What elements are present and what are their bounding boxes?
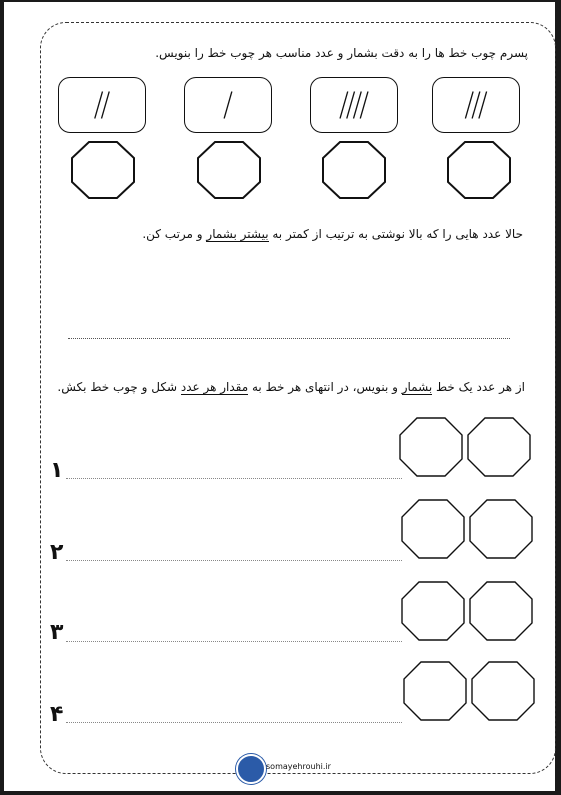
tally-box [310, 77, 398, 133]
instruction-underlined: بیشتر بشمار [206, 227, 269, 241]
instruction-text: از هر عدد یک خط [432, 380, 525, 394]
instruction-sort-numbers [142, 227, 523, 241]
footer [236, 754, 356, 782]
writing-line[interactable] [66, 641, 402, 642]
tally-mark [472, 92, 480, 119]
instruction-text: و مرتب کن. [142, 227, 207, 241]
shape-octagon[interactable] [468, 498, 534, 560]
tally-box [184, 77, 272, 133]
shape-octagon[interactable] [400, 580, 466, 642]
footer-site[interactable]: somayehrouhi.ir [266, 762, 331, 771]
instruction-underlined: بشمار [401, 380, 433, 394]
answer-octagon[interactable] [321, 140, 387, 200]
shape-octagon[interactable] [400, 498, 466, 560]
tally-mark [479, 92, 487, 119]
shape-octagon[interactable] [402, 660, 468, 722]
tally-marks [311, 78, 397, 132]
row-number: ۳ [50, 620, 64, 645]
shape-octagon[interactable] [466, 416, 532, 478]
instruction-text: و بنویس، در انتهای هر خط به [248, 380, 402, 394]
tally-mark [102, 92, 110, 119]
row-number: ۴ [50, 702, 64, 727]
writing-line[interactable] [66, 560, 402, 561]
shape-octagon[interactable] [468, 580, 534, 642]
instruction-count-tallies: پسرم چوب خط ها را به دقت بشمار و عدد مناسب هر چوب خط را بنویس. [155, 46, 528, 60]
tally-mark [340, 92, 348, 119]
instruction-text: حالا عدد هایی را که بالا نوشتی به ترتیب از کمتر به [268, 227, 523, 241]
site-logo-icon [236, 754, 266, 784]
writing-line[interactable] [66, 478, 402, 479]
sort-answer-line[interactable] [68, 338, 510, 339]
tally-mark [347, 92, 355, 119]
tally-box [432, 77, 520, 133]
tally-box [58, 77, 146, 133]
row-number: ۲ [50, 540, 64, 565]
shape-octagon[interactable] [398, 416, 464, 478]
row-number: ۱ [50, 458, 64, 483]
shape-octagon[interactable] [470, 660, 536, 722]
instruction-text: شکل و چوب خط بکش. [57, 380, 181, 394]
tally-mark [354, 92, 362, 119]
tally-marks [433, 78, 519, 132]
tally-mark [360, 92, 368, 119]
worksheet-page [4, 2, 555, 791]
tally-marks [59, 78, 145, 132]
tally-mark [465, 92, 473, 119]
tally-mark [224, 92, 232, 119]
tally-marks [185, 78, 271, 132]
answer-octagon[interactable] [446, 140, 512, 200]
answer-octagon[interactable] [70, 140, 136, 200]
instruction-draw-shapes [57, 380, 525, 394]
instruction-underlined: مقدار هر عدد [180, 380, 249, 394]
tally-mark [95, 92, 103, 119]
answer-octagon[interactable] [196, 140, 262, 200]
writing-line[interactable] [66, 722, 402, 723]
